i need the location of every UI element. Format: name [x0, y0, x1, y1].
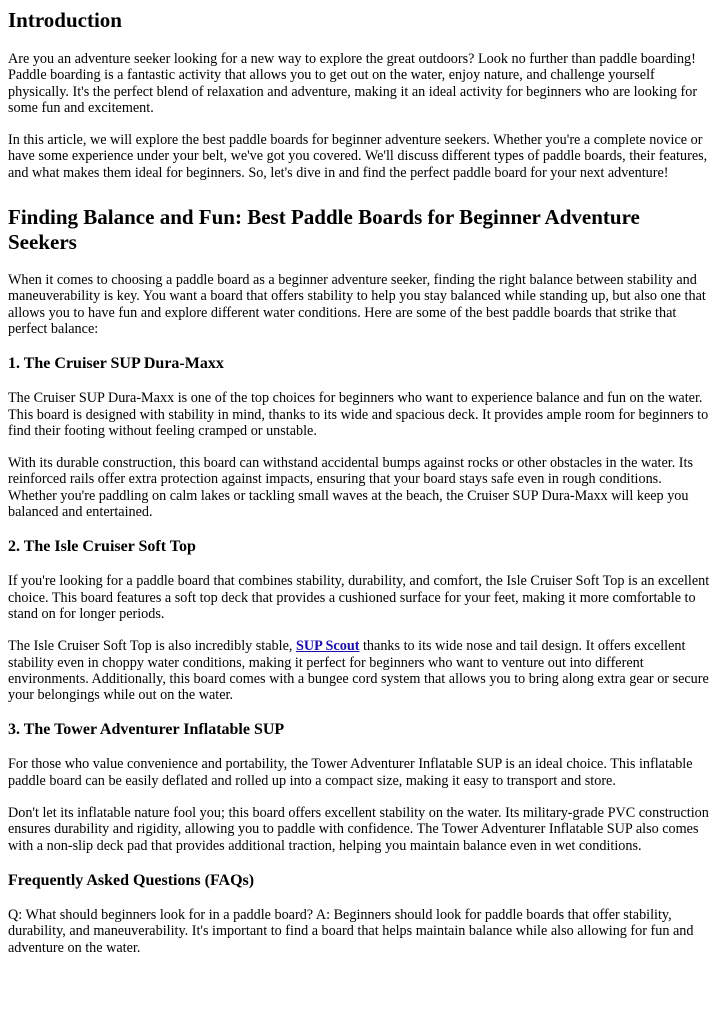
- sup-scout-link[interactable]: SUP Scout: [295, 638, 360, 655]
- board2-paragraph-2-after: thanks to its wide nose and tail design. It offers excellent stability even in choppy water conditions, making it perfect for beginners who want to venture out into different environments. Additionally, this board comes with a bungee cord system that allows you to bring along extra gear or secure your belongings while out on the water.: [8, 638, 709, 704]
- intro-paragraph-2: In this article, we will explore the best paddle boards for beginner adventure seekers. Whether you're a complete novice or have some experience under your belt, we've got you covered. We'll discuss different types of paddle boards, their features, and what makes them ideal for beginners. So, let's dive in and find the perfect paddle board for your next adventure!: [8, 132, 708, 181]
- main-paragraph-1: When it comes to choosing a paddle board as a beginner adventure seeker, finding the right balance between stability and maneuverability is key. You want a board that offers stability to help you stay balanced while standing up, but also one that allows you to have fun and explore different water conditions. Here are some of the best paddle boards that strike that perfect balance:: [8, 272, 706, 337]
- board1-paragraph-2: With its durable construction, this board can withstand accidental bumps against rocks or other obstacles in the water. Its reinforced rails offer extra protection against impacts, ensuring that your board stays safe even in rough conditions. Whether you're paddling on calm lakes or tackling small waves at the beach, the Cruiser SUP Dura-Maxx will keep you balanced and entertained.: [8, 455, 693, 521]
- board2-paragraph-2-before: The Isle Cruiser Soft Top is also incredibly stable,: [8, 638, 296, 655]
- board2-heading: 2. The Isle Cruiser Soft Top: [8, 538, 196, 556]
- board1-paragraph-1: The Cruiser SUP Dura-Maxx is one of the top choices for beginners who want to experience balance and fun on the water. This board is designed with stability in mind, thanks to its wide and spacious deck. It provides ample room for beginners to find their footing without feeling cramped or unstable.: [8, 390, 709, 439]
- board2-paragraph-1: If you're looking for a paddle board that combines stability, durability, and comfort, the Isle Cruiser Soft Top is an excellent choice. This board features a soft top deck that provides a cushioned surface for your feet, making it more comfortable to stand on for longer periods.: [8, 573, 710, 622]
- board3-paragraph-2: Don't let its inflatable nature fool you; this board offers excellent stability on the water. Its military-grade PVC construction ensures durability and rigidity, allowing you to paddle with confidence. The Tower Adventurer Inflatable SUP also comes with a non-slip deck pad that provides additional traction, helping you maintain balance even in wet conditions.: [8, 805, 709, 854]
- intro-paragraph-1: Are you an adventure seeker looking for a new way to explore the great outdoors? Look no further than paddle boarding! Paddle boarding is a fantastic activity that allows you to get out on the water, enjoy nature, and challenge yourself physically. It's the perfect blend of relaxation and adventure, making it an ideal activity for beginners who are looking for some fun and excitement.: [8, 51, 698, 116]
- board2-paragraph-2: [8, 638, 712, 703]
- board1-heading: 1. The Cruiser SUP Dura-Maxx: [8, 355, 224, 373]
- board3-heading: 3. The Tower Adventurer Inflatable SUP: [8, 721, 285, 739]
- main-heading: Finding Balance and Fun: Best Paddle Boards for Beginner Adventure Seekers: [8, 205, 640, 255]
- faq-item-1: Q: What should beginners look for in a paddle board? A: Beginners should look for paddle boards that offer stability, durability, and maneuverability. It's important to find a board that helps maintain balance while also allowing for fun and adventure on the water.: [8, 906, 694, 956]
- intro-heading: Introduction: [8, 8, 122, 32]
- faq-heading: Frequently Asked Questions (FAQs): [8, 871, 255, 889]
- board3-paragraph-1: For those who value convenience and portability, the Tower Adventurer Inflatable SUP is an ideal choice. This inflatable paddle board can be easily deflated and rolled up into a compact size, making it easy to transport and store.: [8, 756, 693, 789]
